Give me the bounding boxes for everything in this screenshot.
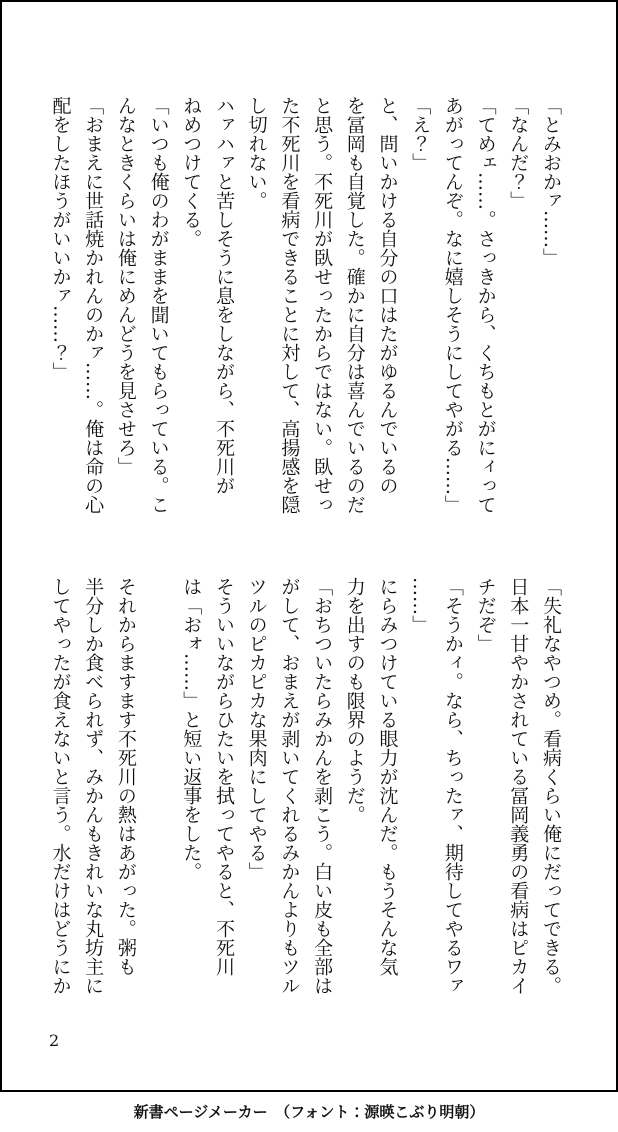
text-line: た不死川を看病できることに対して、高揚感を隠 [278, 96, 301, 514]
text-line: 半分しか食べられず、みかんもきれいな丸坊主に [82, 577, 105, 995]
footer-caption: 新書ページメーカー （フォント：源暎こぶり明朝） [133, 1103, 485, 1121]
text-line: ツルのピカピカな果肉にしてやる」 [245, 577, 268, 881]
vertical-text-block-bottom [44, 577, 567, 995]
text-line: がして、おまえが剥いてくれるみかんよりもツル [278, 577, 301, 995]
text-line: と、問いかける自分の口はたがゆるんでいるの [376, 96, 399, 495]
text-line: 「いつも俺のわがままを聞いてもらっている。こ [147, 96, 170, 514]
text-line: チだぞ」 [474, 577, 497, 653]
text-line: 「てめェ……。さっきから、くちもとがにィって [474, 96, 497, 514]
text-line: と思う。不死川が臥せったからではない。臥せっ [311, 96, 334, 514]
text-line: 力を出すのも限界のようだ。 [343, 577, 366, 824]
text-line: ねめつけてくる。 [180, 96, 203, 248]
text-line: 日本一甘やかされている冨岡義勇の看病はピカイ [507, 577, 530, 995]
paragraph-gap-line [142, 577, 175, 995]
text-line: ハァハァと苦しそうに息をしながら、不死川が [212, 96, 235, 495]
text-line: 「おまえに世話焼かれんのかァ……。俺は命の心 [82, 96, 105, 514]
text-line: 「え？」 [409, 96, 432, 172]
text-line: にらみつけている眼力が沈んだ。もうそんな気 [376, 577, 399, 976]
text-line: を冨岡も自覚した。確かに自分は喜んでいるのだ [343, 96, 366, 514]
text-line: 「なんだ？」 [507, 96, 530, 210]
text-line: ……」 [409, 577, 432, 634]
text-line: あがってんぞ。なに嬉しそうにしてやがる……」 [441, 96, 464, 514]
text-line: し切れない。 [245, 96, 268, 210]
text-line: 「とみおかァ……」 [540, 96, 562, 267]
vertical-text-block-top [44, 96, 567, 514]
text-line: 「おちついたらみかんを剥こう。白い皮も全部は [311, 577, 334, 995]
page-number: 2 [49, 1031, 60, 1050]
text-line: 「失礼なやつめ。看病くらい俺にだってできる。 [540, 577, 562, 995]
text-line: してやったが食えないと言う。水だけはどうにか [49, 577, 72, 995]
text-line: それからますます不死川の熱はあがった。粥も [114, 577, 137, 976]
text-line: そういいながらひたいを拭ってやると、不死川 [212, 577, 235, 976]
text-line: んなときくらいは俺にめんどうを見させろ」 [114, 96, 137, 476]
text-line: 配をしたほうがいいかァ……？」 [49, 96, 72, 381]
text-line: は「おォ……」と短い返事をした。 [180, 577, 203, 881]
text-line: 「そうかィ。なら、ちったァ、期待してやるワァ [441, 577, 464, 995]
